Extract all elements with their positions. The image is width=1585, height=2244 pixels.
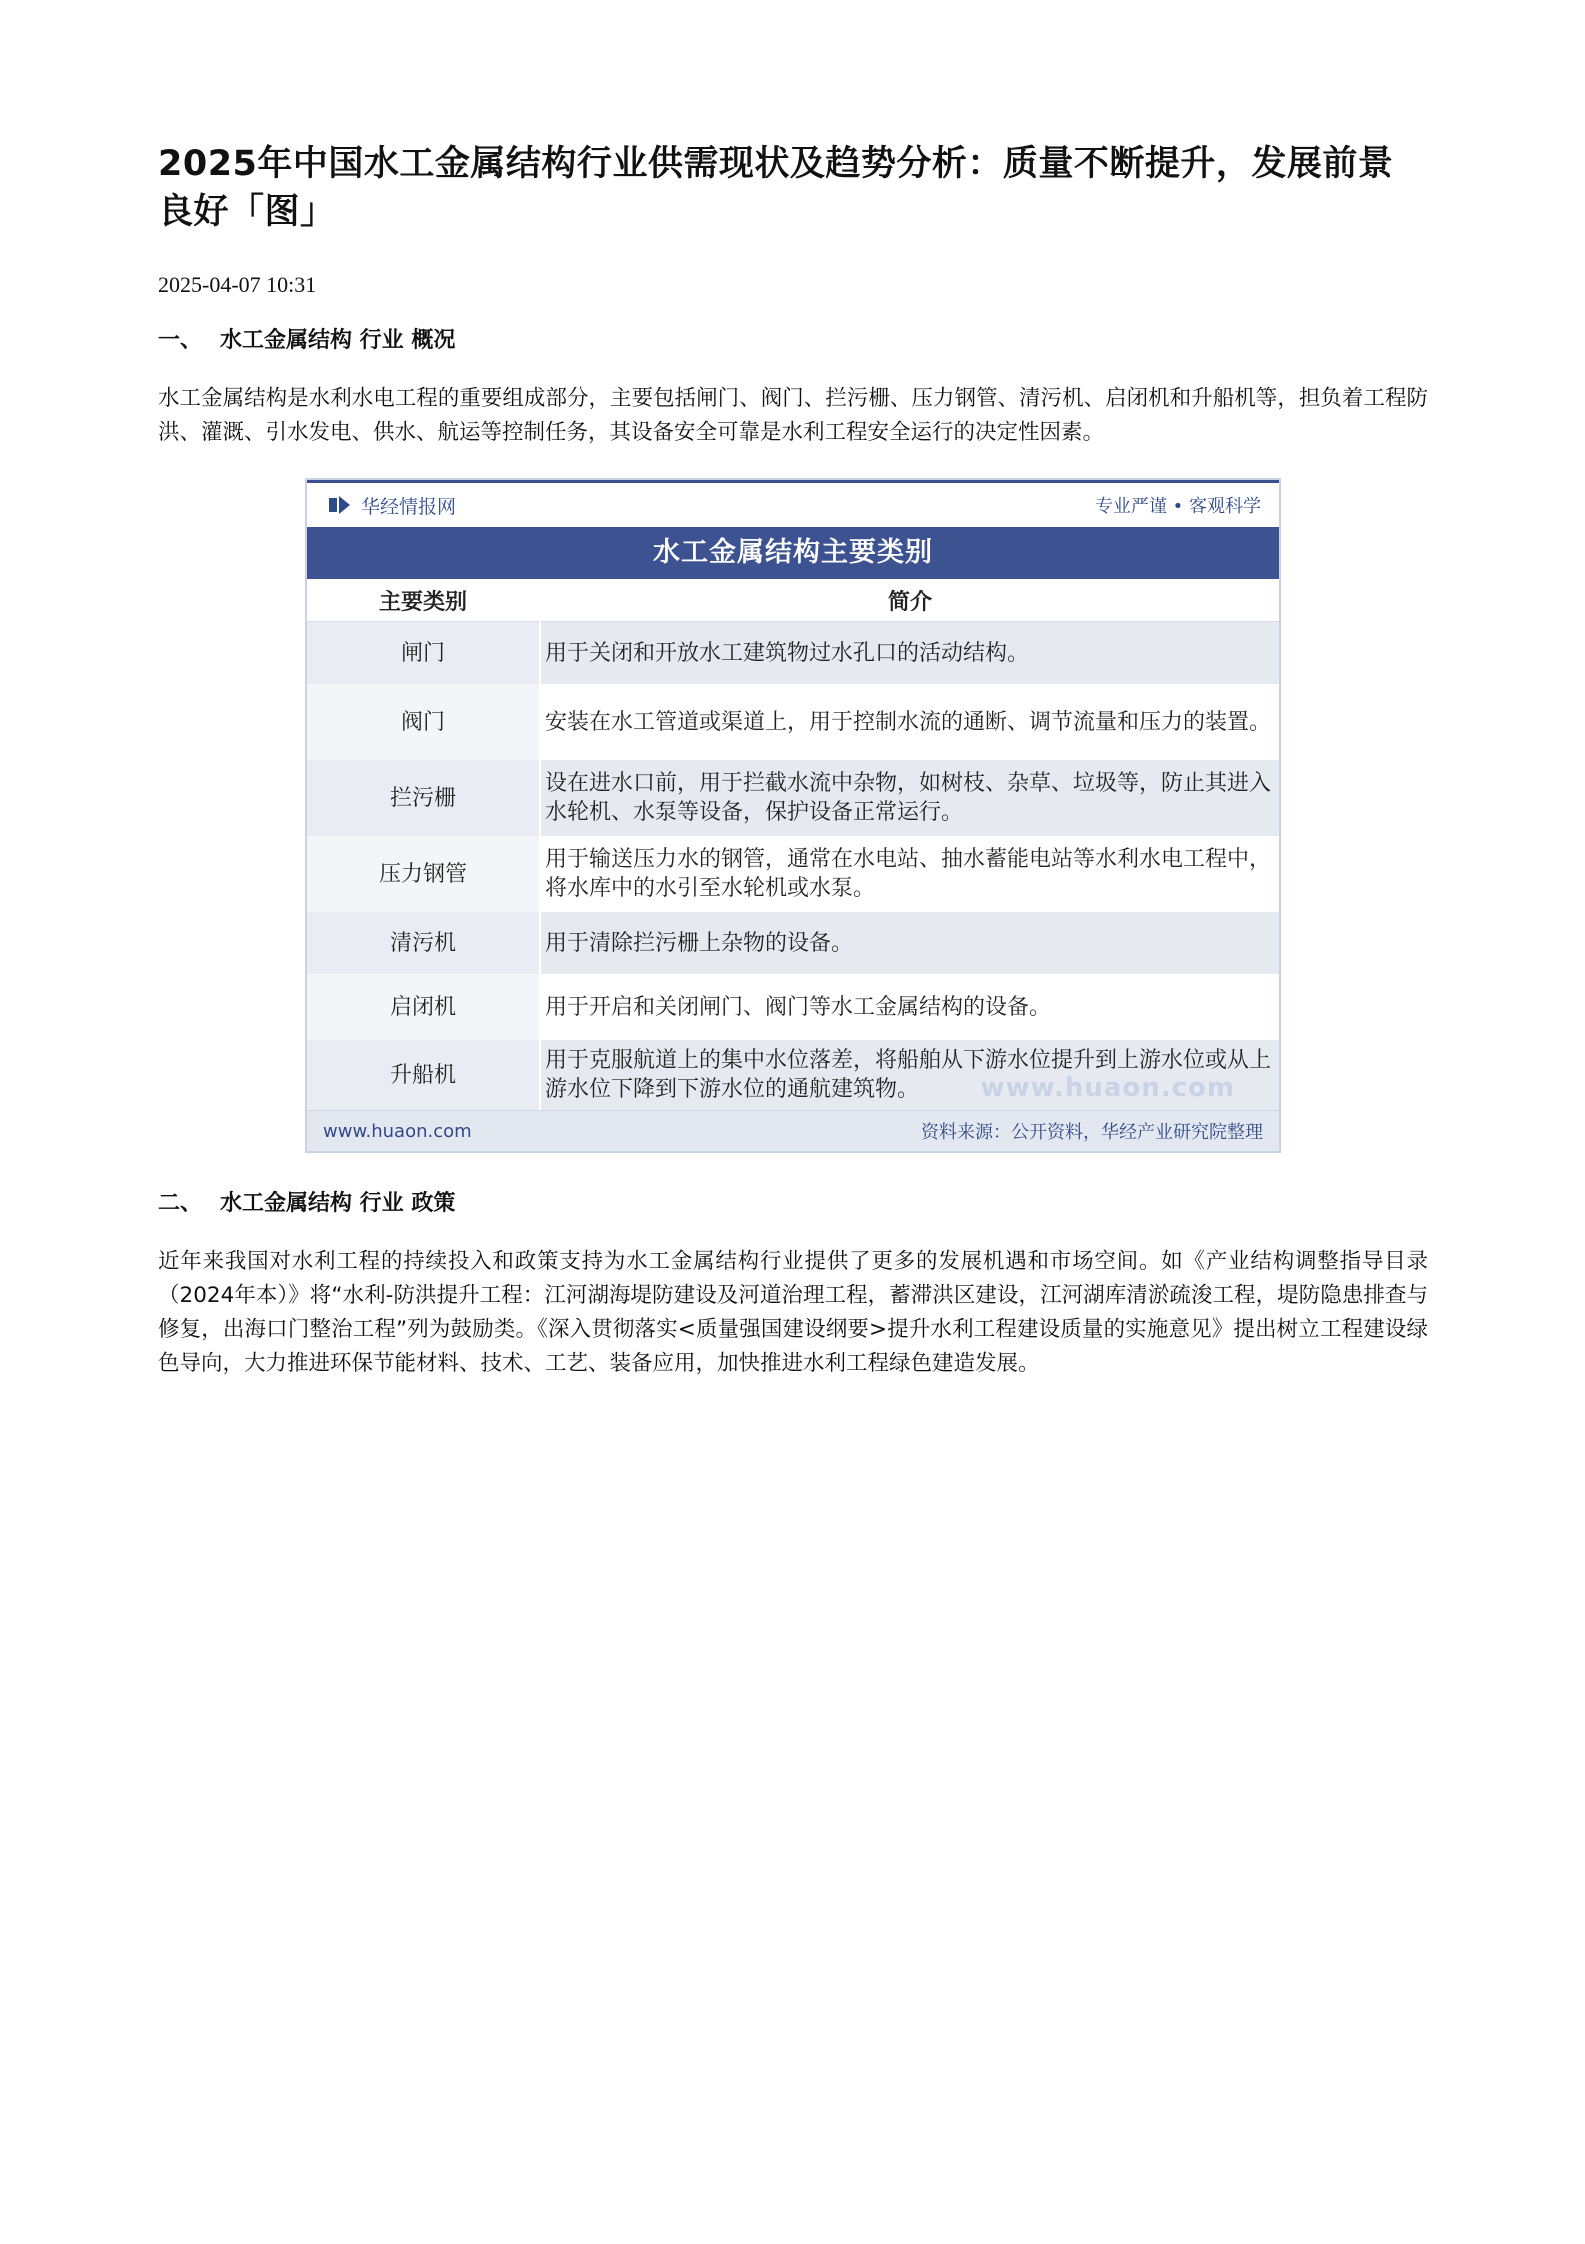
- category-cell: 阀门: [307, 684, 540, 760]
- table-row: [307, 1040, 1279, 1110]
- overview-paragraph: 水工金属结构是水利水电工程的重要组成部分，主要包括闸门、阀门、拦污栅、压力钢管、清污机、启闭机和升船机等，担负着工程防洪、灌溉、引水发电、供水、航运等控制任务，其设备安全可靠是水利工程安全运行的决定性因素。: [158, 386, 1428, 445]
- figure-footer: [307, 1110, 1279, 1151]
- article-title: 2025年中国水工金属结构行业供需现状及趋势分析：质量不断提升，发展前景良好「图」: [158, 144, 1394, 232]
- table-row: [307, 912, 1279, 974]
- data-source: 资料来源：公开资料，华经产业研究院整理: [921, 1122, 1263, 1143]
- table-row: [307, 974, 1279, 1040]
- table-row: [307, 622, 1279, 685]
- description-cell: 用于开启和关闭闸门、阀门等水工金属结构的设备。: [540, 974, 1279, 1040]
- watermark: www.huaon.com: [980, 1073, 1235, 1103]
- description-cell: 用于关闭和开放水工建筑物过水孔口的活动结构。: [540, 622, 1279, 685]
- figure-title: 水工金属结构主要类别: [307, 527, 1279, 579]
- column-header-description: 简介: [540, 579, 1279, 622]
- section-title: 水工金属结构 行业 概况: [220, 328, 456, 353]
- website-link[interactable]: www.huaon.com: [323, 1120, 472, 1142]
- brand-name: 华经情报网: [361, 495, 457, 518]
- slogan: 专业严谨 • 客观科学: [1094, 496, 1261, 517]
- table-header-row: [307, 579, 1279, 622]
- description-cell: 用于清除拦污栅上杂物的设备。: [540, 912, 1279, 974]
- category-cell: 升船机: [307, 1040, 540, 1110]
- table-row: [307, 684, 1279, 760]
- category-figure: [305, 478, 1281, 1153]
- section-title: 水工金属结构 行业 政策: [220, 1191, 456, 1216]
- section-number: 一、: [158, 328, 203, 353]
- category-table: [307, 579, 1279, 1110]
- category-cell: 清污机: [307, 912, 540, 974]
- description-cell: 设在进水口前，用于拦截水流中杂物，如树枝、杂草、垃圾等，防止其进入水轮机、水泵等设备，保护设备正常运行。: [540, 760, 1279, 836]
- brand-logo-icon: [329, 496, 351, 514]
- table-row: [307, 760, 1279, 836]
- description-cell: 用于克服航道上的集中水位落差，将船舶从下游水位提升到上游水位或从上游水位下降到下游水位的通航建筑物。: [540, 1040, 1279, 1110]
- policy-paragraph: 近年来我国对水利工程的持续投入和政策支持为水工金属结构行业提供了更多的发展机遇和市场空间。如《产业结构调整指导目录（2024年本）》将“水利-防洪提升工程：江河湖海堤防建设及河道治理工程，蓄滞洪区建设，江河湖库清淤疏浚工程，堤防隐患排查与修复，出海口门整治工程”列为鼓励类。《深入贯彻落实<质量强国建设纲要>提升水利工程建设质量的实施意见》提出树立工程建设绿色导向，大力推进环保节能材料、技术、工艺、装备应用，加快推进水利工程绿色建造发展。: [158, 1249, 1428, 1376]
- publish-date: 2025-04-07 10:31: [158, 272, 317, 297]
- table-row: [307, 836, 1279, 912]
- section-heading-policy: [158, 1189, 1428, 1219]
- brand: [329, 492, 456, 519]
- column-header-category: 主要类别: [307, 579, 540, 622]
- category-cell: 压力钢管: [307, 836, 540, 912]
- article: [158, 140, 1428, 1381]
- section-heading-overview: [158, 326, 1428, 356]
- section-number: 二、: [158, 1191, 203, 1216]
- category-cell: 闸门: [307, 622, 540, 685]
- description-cell: 用于输送压力水的钢管，通常在水电站、抽水蓄能电站等水利水电工程中，将水库中的水引至水轮机或水泵。: [540, 836, 1279, 912]
- category-cell: 拦污栅: [307, 760, 540, 836]
- description-cell: 安装在水工管道或渠道上，用于控制水流的通断、调节流量和压力的装置。: [540, 684, 1279, 760]
- category-cell: 启闭机: [307, 974, 540, 1040]
- figure-header: [307, 480, 1279, 527]
